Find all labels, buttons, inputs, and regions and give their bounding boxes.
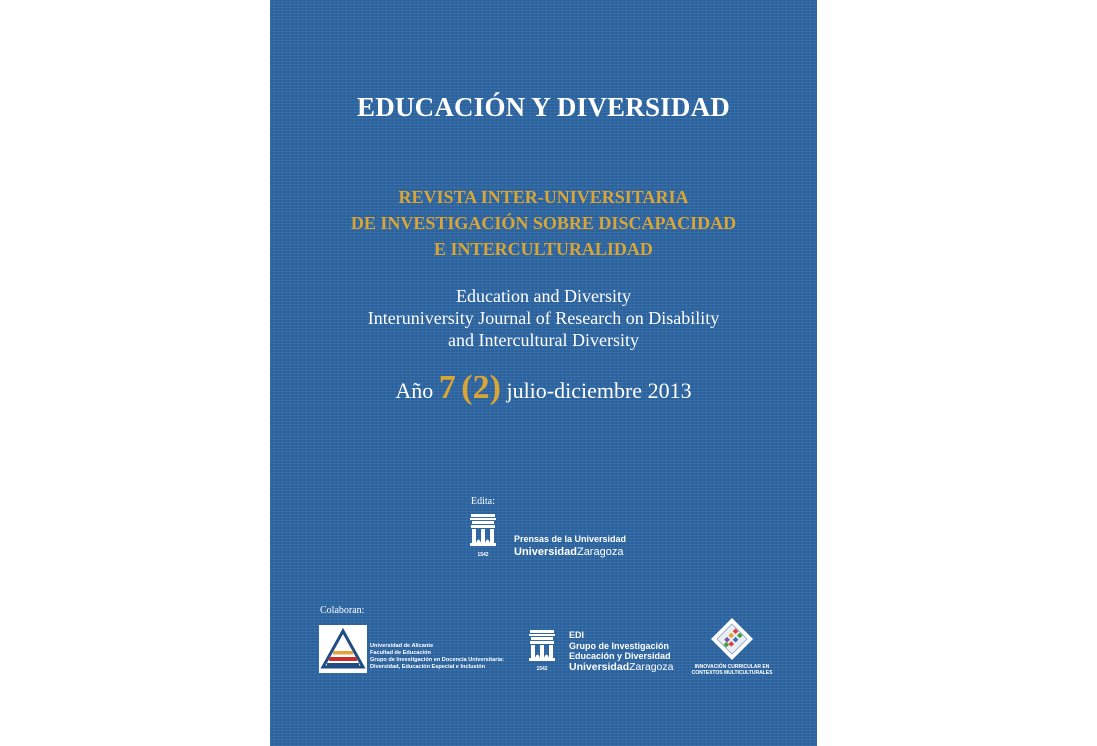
icm-caption [682,664,782,676]
alicante-line-4: Diversidad, Educación Especial e Inclusión [370,664,486,670]
alicante-line-3: Grupo de Investigación en Docencia Universitaria: [370,657,504,663]
issue-year-label: Año [395,378,434,403]
publisher-line-1: Prensas de la Universidad [514,534,627,544]
university-building-icon [468,512,498,560]
issue-period: julio-diciembre 2013 [506,378,692,403]
publisher-year-mark: 1542 [477,552,489,558]
diamond-mosaic-logo [710,617,754,661]
edi-uni-bold: Universidad [569,660,630,673]
icm-line-2: CONTEXTOS MULTICULTURALES [691,670,773,676]
edita-label: Edita: [471,496,495,507]
edi-year-mark: 1542 [536,666,548,672]
colaboran-label: Colaboran: [320,605,365,616]
icm-line-1: INNOVACIÓN CURRICULAR EN [694,664,770,670]
edi-affiliation [569,630,673,672]
subtitle-es-line-3: E INTERCULTURALIDAD [434,239,653,259]
journal-cover [270,0,817,746]
issue-info [270,368,817,411]
publisher-university [514,546,626,559]
subtitle-es-line-2: DE INVESTIGACIÓN SOBRE DISCAPACIDAD [350,213,737,233]
alicante-triangle-logo [319,625,367,673]
publisher-uni-light: Zaragoza [576,546,624,558]
alicante-line-2: Facultad de Educación [370,650,431,656]
issue-volume: 7 [438,369,456,406]
alicante-affiliation [370,643,504,671]
subtitle-es-line-1: REVISTA INTER-UNIVERSITARIA [398,187,689,207]
alicante-line-1: Universidad de Alicante [370,643,434,649]
edi-university [569,662,673,673]
edi-uni-light: Zaragoza [629,660,674,673]
issue-number: (2) [461,369,501,406]
subtitle-en-line-1: Education and Diversity [456,286,631,306]
publisher-uni-bold: Universidad [514,546,577,558]
journal-title: EDUCACIÓN Y DIVERSIDAD [357,92,730,122]
subtitle-en-line-3: and Intercultural Diversity [448,330,639,350]
edi-line-2: Grupo de Investigación [569,640,670,651]
edi-line-1: EDI [569,630,585,640]
publisher-name [514,533,626,559]
edi-line-3: Educación y Diversidad [569,651,671,661]
subtitle-spanish [270,184,817,262]
university-building-icon [527,628,557,674]
subtitle-en-line-2: Interuniversity Journal of Research on Disability [367,308,720,328]
subtitle-english [270,285,817,351]
